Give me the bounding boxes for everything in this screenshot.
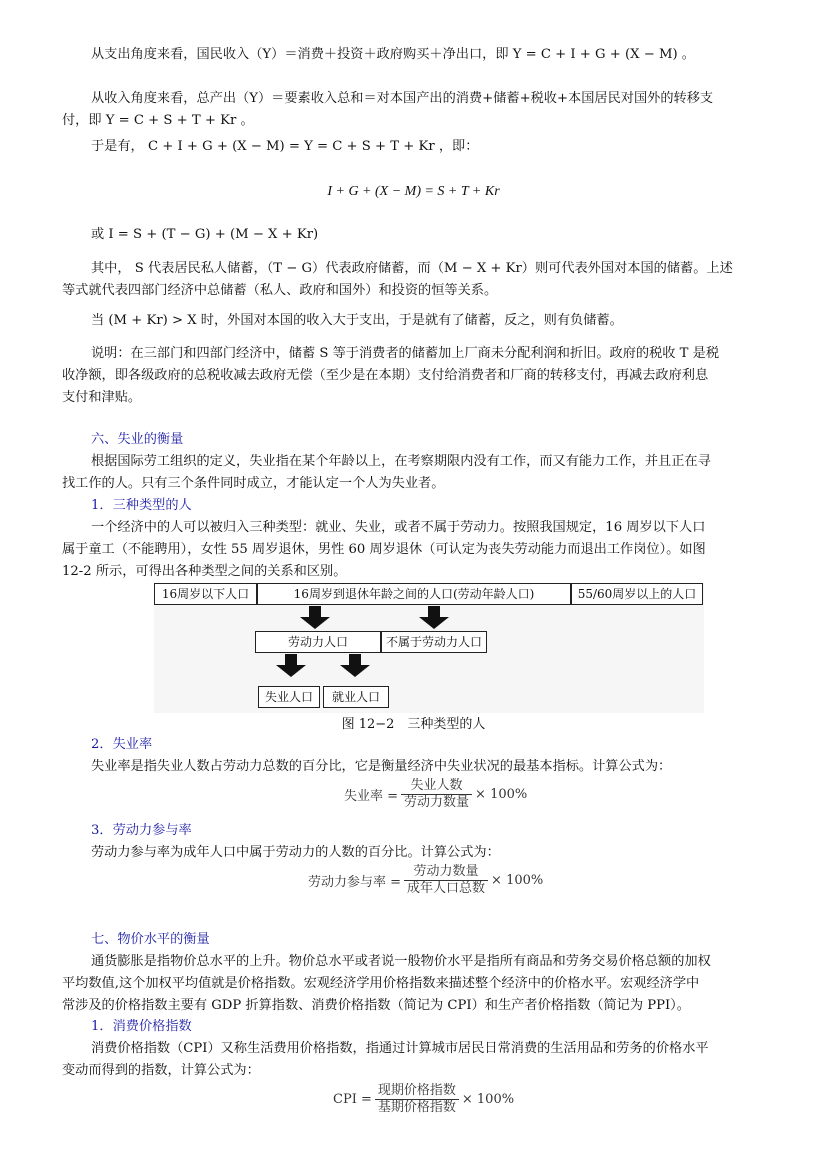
paragraph-inflation-line3: 常涉及的价格指数主要有 GDP 折算指数、消费价格指数（简记为 CPI）和生产者价格指数（简记为 PPI）。 (62, 998, 690, 1013)
box-under-16: 16周岁以下人口 (154, 583, 257, 605)
subheading-unemployment-rate: 2．失业率 (91, 737, 153, 752)
formula-fraction (375, 1083, 459, 1116)
formula-tail: × 100% (461, 1092, 515, 1107)
formula-unemployment-rate (344, 778, 527, 811)
formula-numerator: 现期价格指数 (377, 1083, 456, 1098)
formula-fraction (401, 778, 472, 811)
paragraph-expenditure: 从支出角度来看，国民收入（Y）＝消费＋投资＋政府购买＋净出口，即 Y = C + I + G + (X − M) 。 (91, 47, 695, 62)
formula-tail: × 100% (475, 787, 528, 802)
paragraph-ilo-line2: 找工作的人。只有三个条件同时成立，才能认定一个人为失业者。 (62, 476, 445, 491)
population-types-diagram (154, 583, 704, 713)
equation-identity: I + G + (X − M) = S + T + Kr (327, 184, 500, 199)
subheading-cpi: 1．消费价格指数 (91, 1019, 192, 1034)
paragraph-income-line1: 从收入角度来看，总产出（Y）＝要素收入总和＝对本国产出的消费+储蓄+税收+本国居民对国外的转移支 (91, 91, 714, 106)
formula-lhs: 失业率 = (344, 789, 399, 804)
formula-numerator: 劳动力数量 (413, 864, 479, 879)
paragraph-types-line2: 属于童工（不能聘用），女性 55 周岁退休，男性 60 周岁退休（可认定为丧失劳动能力而退出工作岗位）。如图 (62, 542, 706, 557)
formula-labor-participation (308, 864, 543, 897)
box-unemployed: 失业人口 (258, 686, 320, 708)
paragraph-or: 或 I = S + (T − G) + (M − X + Kr) (91, 227, 319, 242)
formula-lhs: 劳动力参与率 = (308, 875, 402, 890)
formula-denominator: 基期价格指数 (375, 1099, 459, 1116)
paragraph-note-line3: 支付和津贴。 (62, 390, 142, 405)
formula-tail: × 100% (491, 873, 544, 888)
formula-cpi (333, 1083, 514, 1116)
paragraph-cpi-line2: 变动而得到的指数，计算公式为： (62, 1063, 260, 1078)
paragraph-note-line1: 说明：在三部门和四部门经济中，储蓄 S 等于消费者的储蓄加上厂商未分配利润和折旧。政府的税收 T 是税 (91, 346, 720, 361)
section-heading-price-level: 七、物价水平的衡量 (91, 932, 210, 947)
paragraph-note-line2: 收净额，即各级政府的总税收减去政府无偿（至少是在本期）支付给消费者和厂商的转移支付，再减去政府利息 (62, 368, 709, 383)
paragraph-types-line1: 一个经济中的人可以被归入三种类型：就业、失业，或者不属于劳动力。按照我国规定，16 周岁以下人口 (91, 520, 706, 535)
paragraph-ilo-line1: 根据国际劳工组织的定义，失业指在某个年龄以上，在考察期限内没有工作，而又有能力工作，并且正在寻 (91, 454, 711, 469)
subheading-three-types: 1．三种类型的人 (91, 498, 192, 513)
box-retirement-age: 55/60周岁以上的人口 (571, 583, 703, 605)
paragraph-inflation-line2: 平均数值,这个加权平均值就是价格指数。宏观经济学用价格指数来描述整个经济中的价格水平。宏观经济学中 (62, 976, 700, 991)
paragraph-income-line2: 付，即 Y = C + S + T + Kr 。 (62, 113, 254, 128)
paragraph-labor-participation: 劳动力参与率为成年人口中属于劳动力的人数的百分比。计算公式为： (91, 845, 500, 860)
formula-lhs: CPI = (333, 1092, 372, 1107)
subheading-labor-participation: 3．劳动力参与率 (91, 823, 192, 838)
paragraph-inflation-line1: 通货膨胀是指物价总水平的上升。物价总水平或者说一般物价水平是指所有商品和劳务交易价格总额的加权 (91, 954, 711, 969)
formula-denominator: 劳动力数量 (401, 794, 472, 811)
formula-numerator: 失业人数 (410, 778, 463, 793)
paragraph-when: 当 (M + Kr) > X 时，外国对本国的收入大于支出，于是就有了储蓄，反之，则有负储蓄。 (91, 313, 623, 328)
box-employed: 就业人口 (323, 686, 389, 708)
formula-fraction (404, 864, 488, 897)
box-labor-force: 劳动力人口 (255, 631, 381, 653)
box-working-age: 16周岁到退休年龄之间的人口(劳动年龄人口) (257, 583, 571, 605)
section-heading-unemployment: 六、失业的衡量 (91, 432, 184, 447)
paragraph-types-line3: 12-2 所示，可得出各种类型之间的关系和区别。 (62, 564, 347, 579)
paragraph-where-line2: 等式就代表四部门经济中总储蓄（私人、政府和国外）和投资的恒等关系。 (62, 283, 498, 298)
paragraph-unemployment-rate: 失业率是指失业人数占劳动力总数的百分比，它是衡量经济中失业状况的最基本指标。计算公式为： (91, 759, 672, 774)
box-not-labor-force: 不属于劳动力人口 (381, 631, 487, 653)
paragraph-cpi-line1: 消费价格指数（CPI）又称生活费用价格指数，指通过计算城市居民日常消费的生活用品和劳务的价格水平 (91, 1041, 709, 1056)
paragraph-hence: 于是有， C + I + G + (X − M) = Y = C + S + T + Kr ，即： (91, 139, 479, 154)
figure-caption: 图 12−2 三种类型的人 (341, 717, 486, 732)
paragraph-where-line1: 其中， S 代表居民私人储蓄，（T − G）代表政府储蓄，而（M − X + Kr）则可代表外国对本国的储蓄。上述 (91, 261, 733, 276)
formula-denominator: 成年人口总数 (404, 880, 488, 897)
